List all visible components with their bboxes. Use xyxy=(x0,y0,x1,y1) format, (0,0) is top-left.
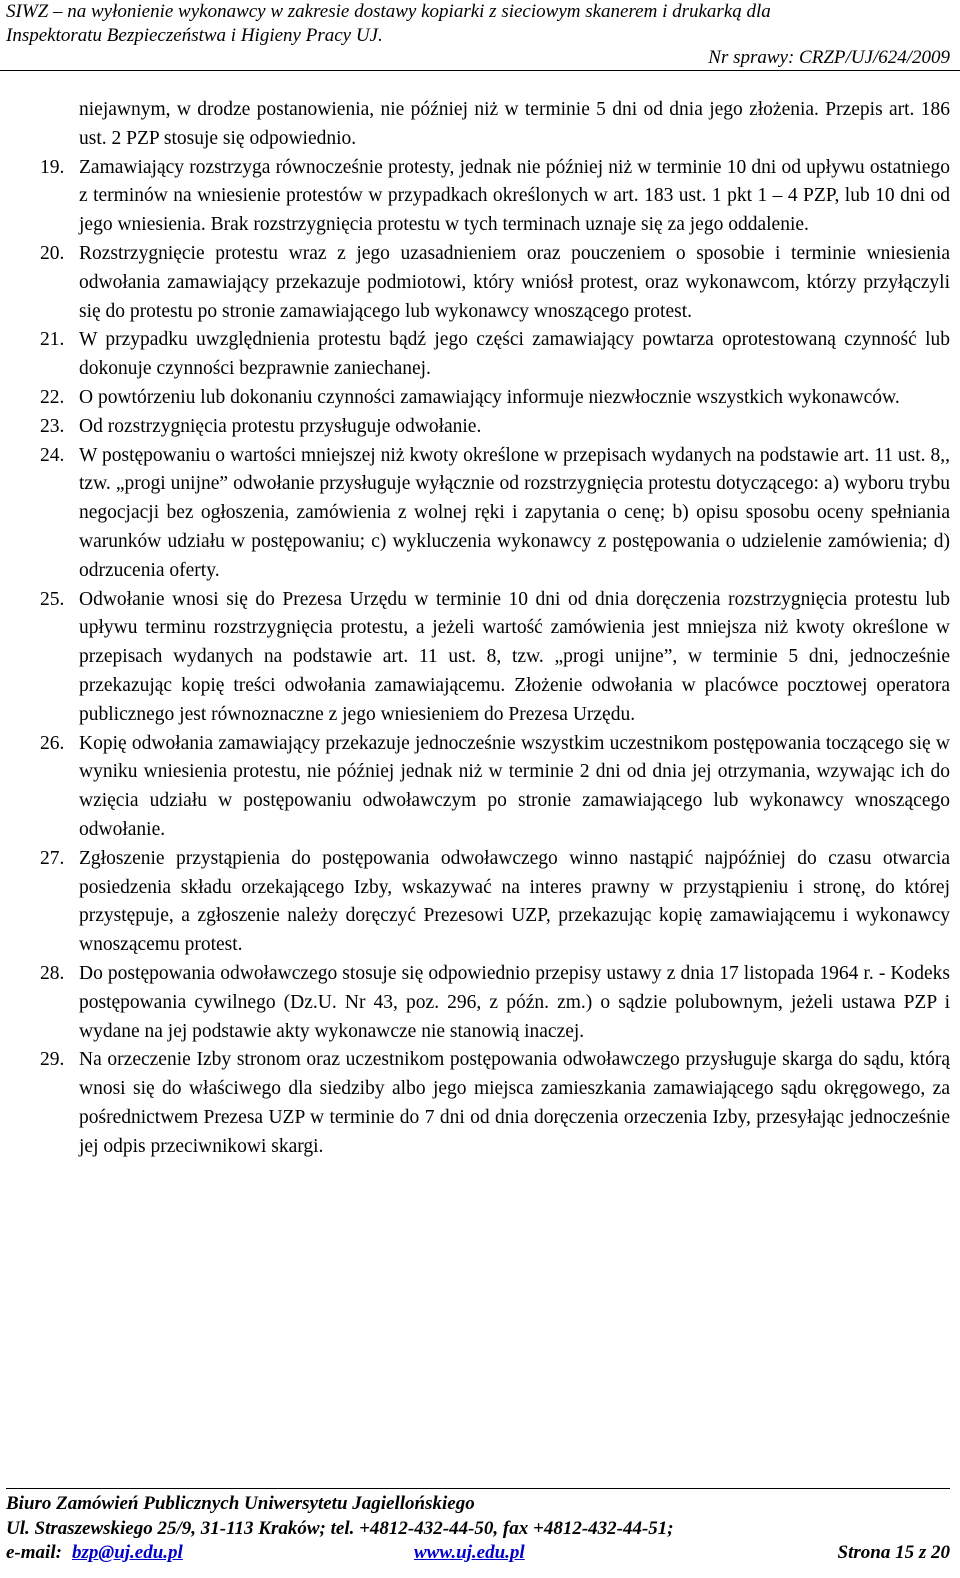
list-item xyxy=(40,586,950,730)
item-text: Odwołanie wnosi się do Prezesa Urzędu w terminie 10 dni od dnia doręczenia rozstrzygnięcia protestu lub upływu terminu rozstrzygnięcia protestu, a jeżeli wartość zamówienia jest mniejsza niż kwoty określone w przepisach wydanych na podstawie art. 11 ust. 8, tzw. „progi unijne”, w terminie 5 dni, jednocześnie przekazując kopię treści odwołania zamawiającemu. Złożenie odwołania w placówce pocztowej operatora publicznego jest równoznaczne z jego wniesieniem do Prezesa Urzędu. xyxy=(79,588,950,725)
item-text: W przypadku uwzględnienia protestu bądź jego części zamawiający powtarza oprotestowaną czynność lub dokonuje czynności bezprawnie zaniechanej. xyxy=(79,329,950,380)
item-number: 19. xyxy=(40,156,65,178)
footer-website-link[interactable]: www.uj.edu.pl xyxy=(414,1542,525,1563)
footer-organization: Biuro Zamówień Publicznych Uniwersytetu Jagiellońskiego xyxy=(6,1493,475,1514)
item-number: 28. xyxy=(40,962,65,984)
item-number: 29. xyxy=(40,1049,65,1071)
case-number: Nr sprawy: CRZP/UJ/624/2009 xyxy=(708,47,950,68)
item-text: Od rozstrzygnięcia protestu przysługuje odwołanie. xyxy=(79,415,482,437)
item-number: 24. xyxy=(40,444,65,466)
header-divider xyxy=(0,70,960,71)
footer-email-label: e-mail: xyxy=(6,1542,62,1563)
item-number: 20. xyxy=(40,242,65,264)
item-number: 23. xyxy=(40,415,65,437)
footer-email-link[interactable]: bzp@uj.edu.pl xyxy=(72,1542,183,1563)
list-item xyxy=(40,730,950,845)
item-number: 26. xyxy=(40,732,65,754)
footer-divider xyxy=(6,1488,950,1489)
item-text: Na orzeczenie Izby stronom oraz uczestnikom postępowania odwoławczego przysługuje skarga do sądu, którą wnosi się do właściwego dla siedziby albo jego miejsca zamieszkania zamawiającego sądu okręgowego, za pośrednictwem Prezesa UZP w terminie do 7 dni od dnia doręczenia orzeczenia Izby, przesyłając jednocześnie jej odpis przeciwnikowi skargi. xyxy=(79,1049,950,1157)
item-text: Do postępowania odwoławczego stosuje się odpowiednio przepisy ustawy z dnia 17 listopada 1964 r. - Kodeks postępowania cywilnego (Dz.U. Nr 43, poz. 296, z późn. zm.) o sądzie polubownym, jeżeli ustawa PZP i wydane na jej podstawie akty wykonawcze nie stanowią inaczej. xyxy=(79,962,950,1042)
list-item xyxy=(40,413,950,442)
list-item xyxy=(40,326,950,384)
item-text: Zgłoszenie przystąpienia do postępowania odwoławczego winno nastąpić najpóźniej do czasu otwarcia posiedzenia składu orzekającego Izby, wskazywać na interes prawny w przystąpieniu i stronę, do której przystępuje, a zgłoszenie należy doręczyć Prezesowi UZP, przekazując kopię zamawiającemu i wykonawcy wnoszącemu protest. xyxy=(79,847,950,956)
item-text: W postępowaniu o wartości mniejszej niż kwoty określone w przepisach wydanych na podstawie art. 11 ust. 8,, tzw. „progi unijne” odwołanie przysługuje wyłącznie od rozstrzygnięcia protestu dotyczącego: a) wyboru trybu negocjacji bez ogłoszenia, zamówienia z wolnej ręki i zapytania o cenę; b) opisu sposobu oceny spełniania warunków udziału w postępowaniu; c) wykluczenia wykonawcy z postępowania o udzielenie zamówienia; d) odrzucenia oferty. xyxy=(79,444,950,581)
list-item xyxy=(40,960,950,1046)
item-number: 22. xyxy=(40,386,65,408)
item-text: Zamawiający rozstrzyga równocześnie protesty, jednak nie później niż w terminie 10 dni od upływu ostatniego z terminów na wniesienie protestów w przypadkach określonych w art. 183 ust. 1 pkt 1 – 4 PZP, lub 10 dni od jego wniesienia. Brak rozstrzygnięcia protestu w tych terminach uznaje się za jego oddalenie. xyxy=(79,156,950,236)
item-text: O powtórzeniu lub dokonaniu czynności zamawiający informuje niezwłocznie wszystkich wykonawców. xyxy=(79,386,900,408)
document-header-title: SIWZ – na wyłonienie wykonawcy w zakresie dostawy kopiarki z sieciowym skanerem i drukarką dla xyxy=(6,1,771,22)
list-item xyxy=(40,1046,950,1161)
item-number: 21. xyxy=(40,329,65,351)
list-item xyxy=(40,845,950,960)
footer-address: Ul. Straszewskiego 25/9, 31-113 Kraków; tel. +4812-432-44-50, fax +4812-432-44-51; xyxy=(6,1518,674,1539)
item-number: 25. xyxy=(40,588,65,610)
continued-paragraph: niejawnym, w drodze postanowienia, nie później niż w terminie 5 dni od dnia jego złożenia. Przepis art. 186 ust. 2 PZP stosuje się odpowiednio. xyxy=(79,99,950,149)
item-number: 27. xyxy=(40,847,65,869)
item-text: Kopię odwołania zamawiający przekazuje jednocześnie wszystkim uczestnikom postępowania toczącego się w wyniku wniesienia protestu, nie później jednak niż w terminie 2 dni od dnia jej otrzymania, wzywając ich do wzięcia udziału w postępowaniu odwoławczym po stronie zamawiającego lub wykonawcy wnoszącego odwołanie. xyxy=(79,732,950,840)
item-text: Rozstrzygnięcie protestu wraz z jego uzasadnieniem oraz pouczeniem o sposobie i terminie wniesienia odwołania zamawiający przekazuje podmiotowi, który wniósł protest, oraz wykonawcom, którzy przyłączyli się do protestu po stronie zamawiającego lub wykonawcy wnoszącego protest. xyxy=(79,242,950,322)
page-number: Strona 15 z 20 xyxy=(837,1542,950,1563)
document-body xyxy=(40,96,950,1161)
document-header-subtitle: Inspektoratu Bezpieczeństwa i Higieny Pracy UJ. xyxy=(6,25,383,46)
list-item xyxy=(40,240,950,326)
list-item xyxy=(40,154,950,240)
list-item xyxy=(40,442,950,586)
list-item xyxy=(40,384,950,413)
